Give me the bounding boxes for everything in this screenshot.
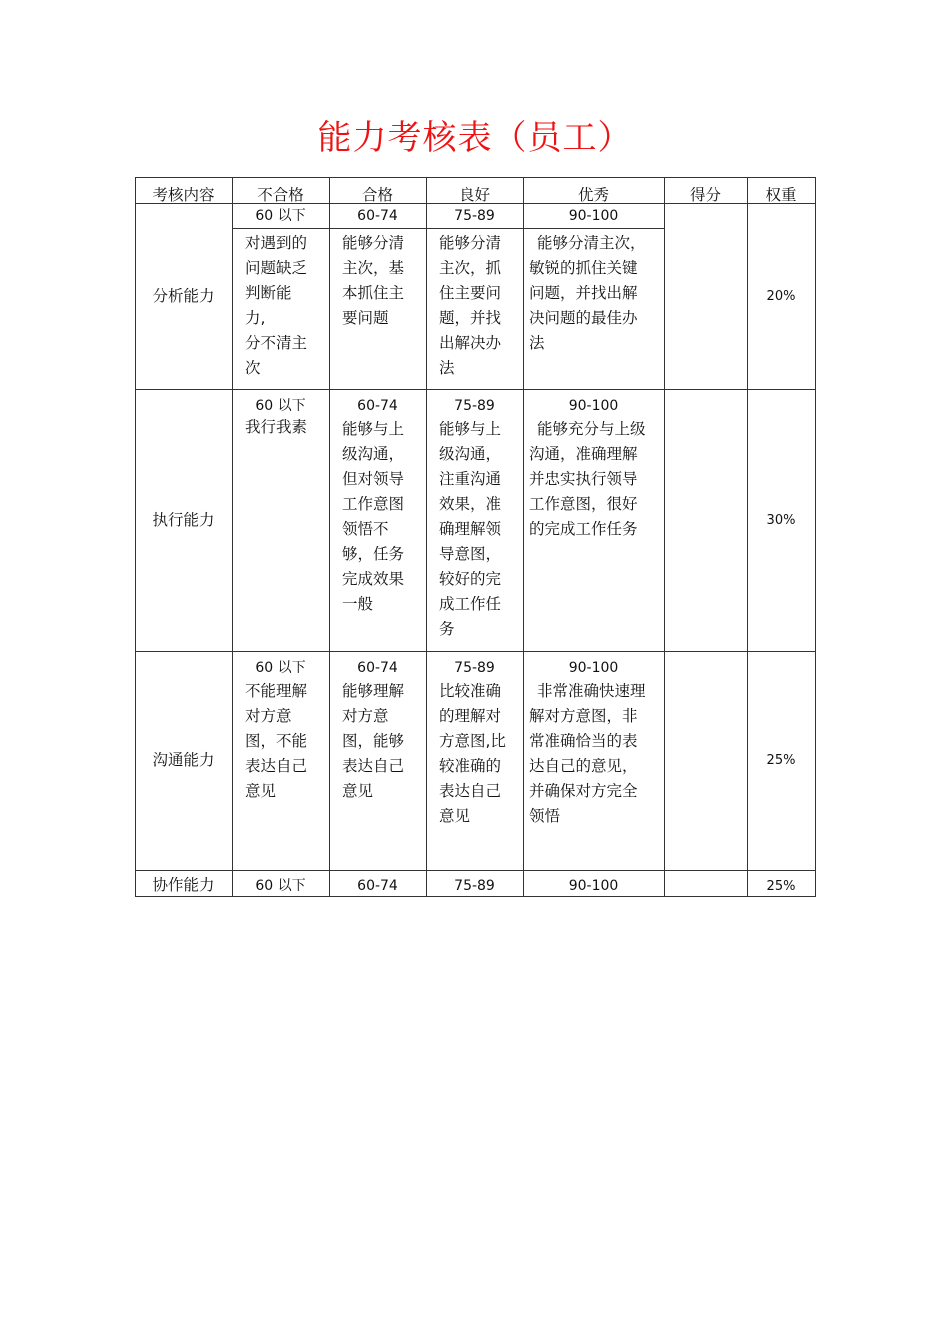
text-line: 领悟 [529,807,561,825]
text-line: 问题，并找出解 [529,284,638,302]
text-line: 成工作任 [439,595,502,613]
range-good-row3: 75-89 [454,660,495,676]
text-line: 领悟不 [342,520,389,538]
header-good: 良好 [458,185,490,204]
text-line: 但对领导 [342,470,405,488]
range-excellent-row4: 90-100 [568,878,619,894]
text-line: 意见 [342,782,374,800]
range-pass-row2: 60-74 [357,398,398,414]
text-line: 法 [439,359,455,377]
text-line: 图，能够 [342,732,405,750]
text-line: 够，任务 [342,545,405,563]
text-line: 不能理解 [245,682,308,700]
range-fail-row2: 60 以下 [255,398,306,414]
text-line: 住主要问 [439,284,502,302]
text-line: 图，不能 [245,732,308,750]
weight-row1: 20% [766,288,796,304]
header-content: 考核内容 [152,185,215,204]
text-line: 较好的完 [439,570,502,588]
range-pass-row4: 60-74 [357,878,398,894]
text-line: 并忠实执行领导 [529,470,638,488]
table-border-top [135,177,816,178]
range-pass-row3: 60-74 [357,660,398,676]
range-good-row1: 75-89 [454,208,495,224]
desc-pass-row3 [329,679,426,804]
text-line: 力, [245,309,266,327]
page-title: 能力考核表（员工） [317,118,633,158]
text-line: 能够充分与上级 [537,420,646,438]
range-fail-row1: 60 以下 [255,208,306,224]
text-line: 务 [439,620,455,638]
text-line: 主次，基 [342,259,405,277]
header-pass: 合格 [361,185,393,204]
assessment-table [135,177,816,897]
text-line: 完成效果 [342,570,405,588]
range-excellent-row3: 90-100 [568,660,619,676]
weight-row2: 30% [766,512,796,528]
col-divider-5 [664,177,665,897]
text-line: 的完成工作任务 [529,520,638,538]
text-line: 比较准确 [439,682,502,700]
text-line: 分不清主 [245,334,308,352]
text-line: 导意图， [439,545,502,563]
range-good-row2: 75-89 [454,398,495,414]
desc-pass-row1 [329,231,426,331]
text-line: 非常准确快速理 [537,682,646,700]
row-name-collaboration: 协作能力 [152,875,215,894]
desc-excellent-row1 [523,231,664,356]
range-fail-row3: 60 以下 [255,660,306,676]
text-line: 工作意图，很好 [529,495,638,513]
range-divider-row1 [232,228,664,229]
text-line: 能够与上 [439,420,502,438]
text-line: 出解决办 [439,334,502,352]
text-line: 法 [529,334,545,352]
text-line: 能够分清 [342,234,405,252]
text-line: 表达自己 [342,757,405,775]
range-excellent-row2: 90-100 [568,398,619,414]
text-line: 判断能 [245,284,292,302]
desc-fail-row1 [232,231,329,381]
row-name-execution: 执行能力 [152,510,215,529]
desc-fail-row2 [232,415,329,440]
text-line: 达自己的意见， [529,757,638,775]
text-line: 次 [245,359,261,377]
row-divider-2 [135,651,816,652]
text-line: 主次，抓 [439,259,502,277]
text-line: 意见 [439,807,471,825]
text-line: 决问题的最佳办 [529,309,638,327]
desc-fail-row3 [232,679,329,804]
header-weight: 权重 [765,185,797,204]
text-line: 级沟通， [342,445,405,463]
weight-row4: 25% [766,878,796,894]
text-line: 要问题 [342,309,389,327]
text-line: 能够与上 [342,420,405,438]
range-good-row4: 75-89 [454,878,495,894]
text-line: 我行我素 [245,418,308,436]
text-line: 方意图,比 [439,732,506,750]
desc-good-row1 [426,231,523,381]
desc-good-row2 [426,417,523,642]
row-name-communication: 沟通能力 [152,751,215,769]
text-line: 较准确的 [439,757,502,775]
text-line: 解对方意图，非 [529,707,638,725]
range-excellent-row1: 90-100 [568,208,619,224]
text-line: 本抓住主 [342,284,405,302]
text-line: 表达自己 [439,782,502,800]
text-line: 对遇到的 [245,234,308,252]
text-line: 敏锐的抓住关键 [529,259,638,277]
text-line: 意见 [245,782,277,800]
text-line: 能够理解 [342,682,405,700]
text-line: 对方意 [342,707,389,725]
row-divider-3 [135,870,816,871]
table-border-bottom [135,896,816,897]
header-excellent: 优秀 [577,185,609,204]
text-line: 的理解对 [439,707,502,725]
text-line: 确理解领 [439,520,502,538]
header-score: 得分 [689,185,721,204]
text-line: 级沟通， [439,445,502,463]
row-name-analysis: 分析能力 [152,286,215,305]
text-line: 并确保对方完全 [529,782,638,800]
header-fail: 不合格 [257,185,304,204]
text-line: 能够分清 [439,234,502,252]
text-line: 效果，准 [439,495,502,513]
text-line: 注重沟通 [439,470,502,488]
text-line: 沟通，准确理解 [529,445,638,463]
desc-excellent-row3 [523,679,664,829]
text-line: 表达自己 [245,757,308,775]
desc-good-row3 [426,679,523,829]
desc-excellent-row2 [523,417,664,542]
text-line: 能够分清主次， [537,234,646,252]
table-border-right [815,177,816,897]
range-pass-row1: 60-74 [357,208,398,224]
text-line: 一般 [342,595,374,613]
row-divider-1 [135,389,816,390]
text-line: 对方意 [245,707,292,725]
text-line: 题，并找 [439,309,502,327]
text-line: 常准确恰当的表 [529,732,638,750]
desc-pass-row2 [329,417,426,617]
range-fail-row4: 60 以下 [255,878,306,894]
text-line: 工作意图 [342,495,405,513]
weight-row3: 25% [766,753,796,768]
text-line: 问题缺乏 [245,259,308,277]
